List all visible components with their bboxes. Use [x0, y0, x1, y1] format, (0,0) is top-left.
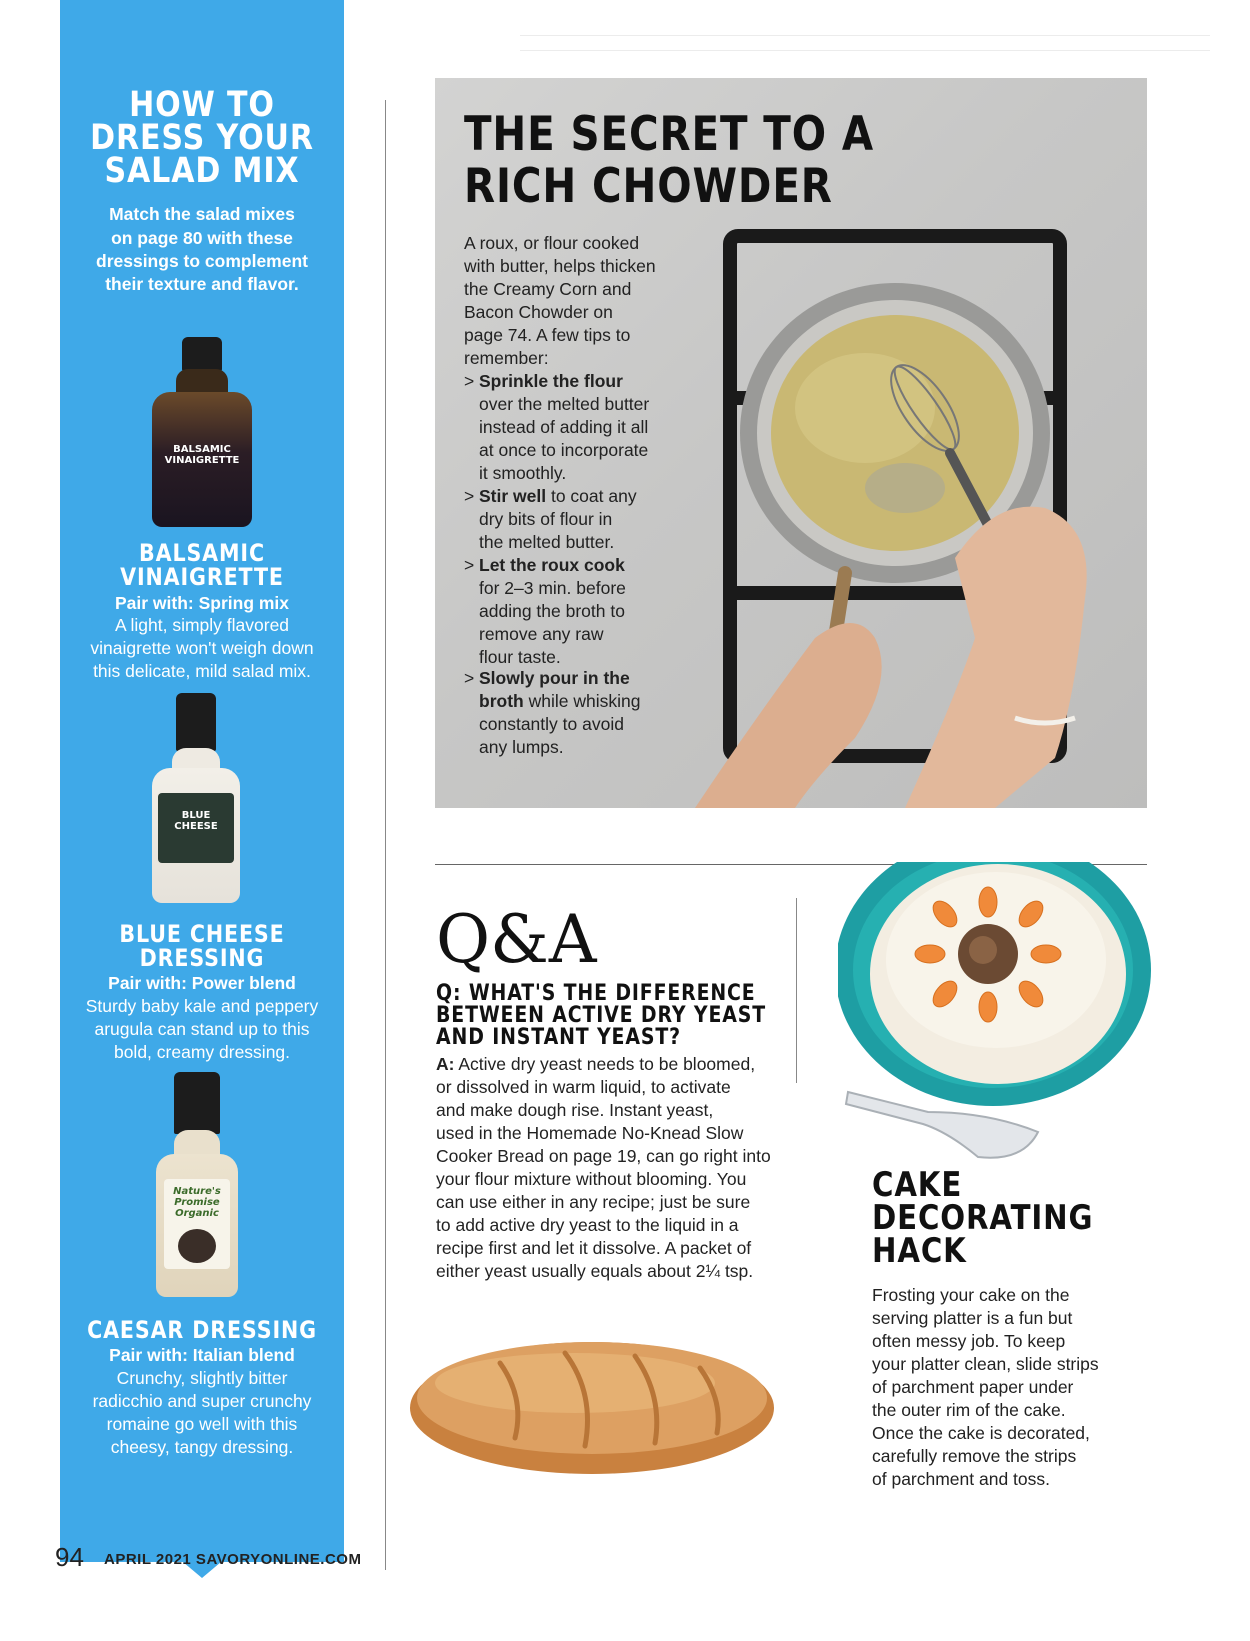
caesar-bottle-label: Nature's Promise Organic: [173, 1186, 221, 1219]
tip-1-line-2: instead of adding it all: [479, 417, 649, 437]
top-faint-rule-2: [520, 50, 1210, 51]
tip-3-bold: Let the roux cook: [479, 555, 625, 575]
caesar-desc-line-1: Crunchy, slightly bitter: [116, 1368, 288, 1388]
tip-1-line-4: it smoothly.: [479, 463, 567, 483]
bread-image: [405, 1328, 780, 1478]
qa-question-line-3: AND INSTANT YEAST?: [436, 1025, 681, 1050]
tip-marker: >: [464, 668, 475, 688]
sidebar-intro-line-3: dressings to complement: [96, 251, 308, 271]
page-number: 94: [55, 1542, 84, 1572]
caesar-pair: Pair with: Italian blend: [109, 1345, 295, 1365]
tip-2-inline: to coat any: [546, 486, 637, 506]
tip-marker: >: [464, 486, 475, 506]
sidebar-title-line-2: DRESS YOUR: [90, 118, 314, 158]
balsamic-desc-line-2: vinaigrette won't weigh down: [90, 638, 314, 658]
caesar-desc-line-3: romaine go well with this: [106, 1414, 298, 1434]
sidebar-intro-line-4: their texture and flavor.: [105, 274, 299, 294]
chowder-intro-line-3: the Creamy Corn and: [464, 279, 632, 299]
qa-answer-line-2: or dissolved in warm liquid, to activate: [436, 1077, 731, 1097]
chowder-tip-2: [464, 485, 724, 554]
chowder-intro-line-6: remember:: [464, 348, 549, 368]
qa-question-line-2: BETWEEN ACTIVE DRY YEAST: [436, 1003, 766, 1028]
top-faint-rule: [520, 35, 1210, 36]
qa-answer-line-6: your flour mixture without blooming. You: [436, 1169, 747, 1189]
qa-answer-first: Active dry yeast needs to be bloomed,: [454, 1054, 756, 1074]
qa-answer-line-8: to add active dry yeast to the liquid in a: [436, 1215, 739, 1235]
cake-text-line-1: Frosting your cake on the: [872, 1285, 1070, 1305]
chowder-tip-3: [464, 554, 724, 669]
chowder-intro-line-1: A roux, or flour cooked: [464, 233, 640, 253]
cake-text-line-2: serving platter is a fun but: [872, 1308, 1073, 1328]
cake-text-line-5: of parchment paper under: [872, 1377, 1074, 1397]
footer-issue-site: APRIL 2021 SAVORYONLINE.COM: [104, 1551, 362, 1568]
tip-4-line-2: any lumps.: [479, 737, 564, 757]
qa-answer-prefix: A:: [436, 1054, 455, 1074]
qa-answer-line-5: Cooker Bread on page 19, can go right into: [436, 1146, 771, 1166]
cake-image: [838, 862, 1158, 1182]
qa-answer-line-1: [436, 1053, 806, 1076]
blue-cheese-pair: Pair with: Power blend: [108, 973, 296, 993]
chowder-title-line-1: THE SECRET TO A: [464, 107, 875, 162]
qa-answer-line-9: recipe first and let it dissolve. A packet of: [436, 1238, 752, 1258]
chowder-tip-4: [464, 667, 724, 759]
cake-text-line-9: of parchment and toss.: [872, 1469, 1051, 1489]
tip-1-line-3: at once to incorporate: [479, 440, 649, 460]
balsamic-bottle-image: [152, 337, 252, 527]
qa-answer-line-4: used in the Homemade No-Knead Slow: [436, 1123, 744, 1143]
chowder-tip-1: [464, 370, 724, 485]
tip-3-line-4: flour taste.: [479, 647, 561, 667]
chowder-title-line-2: RICH CHOWDER: [464, 159, 833, 214]
qa-title: Q&A: [436, 901, 597, 978]
balsamic-heading-line-2: VINAIGRETTE: [120, 563, 284, 591]
qa-question-line-1: Q: WHAT'S THE DIFFERENCE: [436, 981, 756, 1006]
sidebar-intro-line-1: Match the salad mixes: [109, 204, 295, 224]
tip-2-bold: Stir well: [479, 486, 547, 506]
blue-cheese-bottle-image: [152, 693, 240, 903]
tip-marker: >: [464, 555, 475, 575]
tip-1-bold: Sprinkle the flour: [479, 371, 623, 391]
tip-4-bold: Slowly pour in the: [479, 668, 630, 688]
tip-3-line-2: adding the broth to: [479, 601, 625, 621]
chowder-intro-line-4: Bacon Chowder on: [464, 302, 613, 322]
blue-cheese-heading-line-1: BLUE CHEESE: [119, 920, 285, 948]
tip-3-line-1: for 2–3 min. before: [479, 578, 626, 598]
caesar-heading: CAESAR DRESSING: [87, 1316, 317, 1344]
sidebar-title-line-3: SALAD MIX: [104, 151, 300, 191]
balsamic-desc-line-1: A light, simply flavored: [114, 615, 290, 635]
cake-title-line-2: DECORATING: [872, 1198, 1094, 1238]
cake-text-line-4: your platter clean, slide strips: [872, 1354, 1099, 1374]
qa-answer-line-3: and make dough rise. Instant yeast,: [436, 1100, 714, 1120]
chowder-intro-line-2: with butter, helps thicken: [464, 256, 656, 276]
cake-title-line-1: CAKE: [872, 1165, 963, 1205]
balsamic-desc-line-3: this delicate, mild salad mix.: [93, 661, 311, 681]
cake-text-line-8: carefully remove the strips: [872, 1446, 1077, 1466]
tip-4-line-1: constantly to avoid: [479, 714, 624, 734]
blue-cheese-bottle-label: BLUE CHEESE: [174, 810, 218, 832]
sidebar-title-line-1: HOW TO: [129, 85, 275, 125]
cake-text-line-6: the outer rim of the cake.: [872, 1400, 1066, 1420]
caesar-desc-line-2: radicchio and super crunchy: [92, 1391, 312, 1411]
blue-cheese-desc-line-1: Sturdy baby kale and peppery: [85, 996, 319, 1016]
balsamic-heading-line-1: BALSAMIC: [139, 539, 265, 567]
tip-2-line-1: dry bits of flour in: [479, 509, 613, 529]
qa-answer-line-7: can use either in any recipe; just be sure: [436, 1192, 751, 1212]
tip-4-bold-2: broth: [479, 691, 524, 711]
tip-3-line-3: remove any raw: [479, 624, 604, 644]
blue-cheese-heading-line-2: DRESSING: [139, 944, 265, 972]
blue-cheese-desc-line-3: bold, creamy dressing.: [113, 1042, 291, 1062]
column-divider: [385, 100, 386, 1570]
cake-title-line-3: HACK: [872, 1231, 967, 1271]
chowder-intro-line-5: page 74. A few tips to: [464, 325, 631, 345]
qa-answer-line-10: either yeast usually equals about 2¼ tsp.: [436, 1261, 754, 1281]
sidebar-intro-line-2: on page 80 with these: [111, 228, 293, 248]
balsamic-pair: Pair with: Spring mix: [114, 593, 290, 613]
balsamic-bottle-label: BALSAMIC VINAIGRETTE: [164, 444, 240, 466]
tip-marker: >: [464, 371, 475, 391]
tip-1-line-1: over the melted butter: [479, 394, 650, 414]
tip-2-line-2: the melted butter.: [479, 532, 615, 552]
tip-4-inline: while whisking: [523, 691, 641, 711]
blue-cheese-desc-line-2: arugula can stand up to this: [94, 1019, 310, 1039]
caesar-bottle-image: [156, 1072, 238, 1297]
cake-text-line-7: Once the cake is decorated,: [872, 1423, 1090, 1443]
caesar-desc-line-4: cheesy, tangy dressing.: [110, 1437, 294, 1457]
cake-text-line-3: often messy job. To keep: [872, 1331, 1066, 1351]
